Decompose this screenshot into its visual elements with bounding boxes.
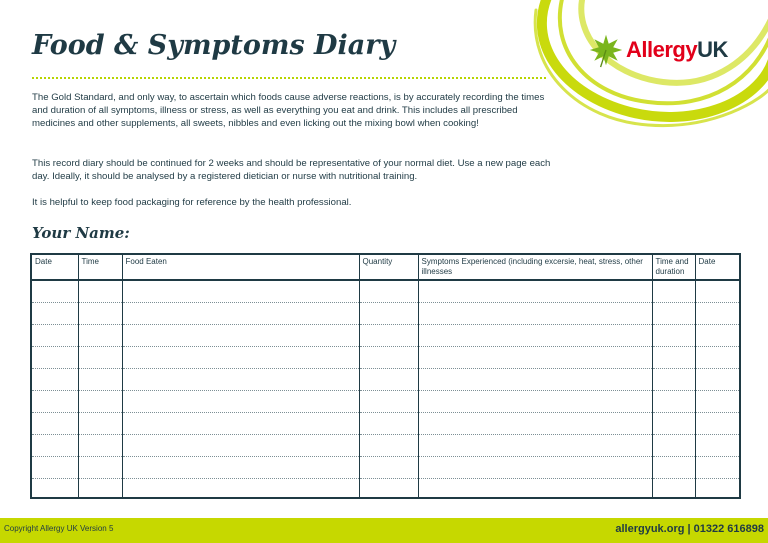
- table-cell[interactable]: [122, 434, 359, 456]
- table-cell[interactable]: [31, 412, 78, 434]
- column-header-time: Time: [78, 254, 122, 280]
- table-cell[interactable]: [695, 324, 740, 346]
- column-header-food-eaten: Food Eaten: [122, 254, 359, 280]
- table-cell[interactable]: [418, 324, 652, 346]
- copyright-text: Copyright Allergy UK Version 5: [4, 524, 114, 533]
- table-cell[interactable]: [78, 434, 122, 456]
- table-cell[interactable]: [122, 324, 359, 346]
- table-cell[interactable]: [418, 412, 652, 434]
- table-row: [31, 434, 740, 456]
- table-cell[interactable]: [31, 478, 78, 498]
- table-row: [31, 412, 740, 434]
- table-cell[interactable]: [359, 346, 418, 368]
- table-cell[interactable]: [652, 434, 695, 456]
- table-cell[interactable]: [418, 390, 652, 412]
- table-cell[interactable]: [652, 346, 695, 368]
- title-divider: [32, 77, 546, 79]
- column-header-quantity: Quantity: [359, 254, 418, 280]
- table-cell[interactable]: [78, 412, 122, 434]
- table-cell[interactable]: [695, 456, 740, 478]
- table-cell[interactable]: [652, 412, 695, 434]
- table-cell[interactable]: [652, 456, 695, 478]
- table-cell[interactable]: [695, 412, 740, 434]
- table-cell[interactable]: [31, 346, 78, 368]
- table-cell[interactable]: [359, 434, 418, 456]
- table-cell[interactable]: [695, 302, 740, 324]
- table-cell[interactable]: [652, 280, 695, 302]
- table-row: [31, 346, 740, 368]
- intro-paragraph-2: This record diary should be continued for 2 weeks and should be representative of your normal diet. Use a new page each day. Ideally, it should be analysed by a registered dietician or nurse with nutritional training.: [32, 158, 551, 182]
- table-cell[interactable]: [418, 456, 652, 478]
- table-cell[interactable]: [31, 434, 78, 456]
- table-cell[interactable]: [652, 478, 695, 498]
- table-cell[interactable]: [652, 368, 695, 390]
- table-cell[interactable]: [418, 346, 652, 368]
- table-cell[interactable]: [78, 478, 122, 498]
- table-cell[interactable]: [78, 368, 122, 390]
- table-cell[interactable]: [418, 434, 652, 456]
- table-cell[interactable]: [359, 412, 418, 434]
- diary-table: [30, 253, 741, 499]
- table-cell[interactable]: [359, 302, 418, 324]
- table-cell[interactable]: [359, 456, 418, 478]
- table-cell[interactable]: [695, 434, 740, 456]
- table-cell[interactable]: [78, 324, 122, 346]
- table-cell[interactable]: [122, 390, 359, 412]
- table-cell[interactable]: [418, 280, 652, 302]
- table-cell[interactable]: [122, 478, 359, 498]
- leaf-icon: [588, 32, 624, 68]
- table-cell[interactable]: [359, 368, 418, 390]
- table-cell[interactable]: [78, 456, 122, 478]
- table-cell[interactable]: [78, 280, 122, 302]
- table-row: [31, 478, 740, 498]
- footer-bar: [0, 518, 768, 543]
- table-cell[interactable]: [695, 478, 740, 498]
- column-header-date-2: Date: [695, 254, 740, 280]
- intro-paragraph-3: It is helpful to keep food packaging for reference by the health professional.: [32, 197, 352, 208]
- table-cell[interactable]: [695, 390, 740, 412]
- table-cell[interactable]: [652, 302, 695, 324]
- table-cell[interactable]: [31, 456, 78, 478]
- table-cell[interactable]: [31, 324, 78, 346]
- table-cell[interactable]: [31, 390, 78, 412]
- table-row: [31, 390, 740, 412]
- table-cell[interactable]: [359, 390, 418, 412]
- table-cell[interactable]: [418, 368, 652, 390]
- table-cell[interactable]: [122, 280, 359, 302]
- table-cell[interactable]: [359, 478, 418, 498]
- table-cell[interactable]: [418, 302, 652, 324]
- allergyuk-logo: [588, 30, 728, 70]
- table-cell[interactable]: [31, 368, 78, 390]
- table-cell[interactable]: [652, 390, 695, 412]
- diary-rows: [31, 280, 740, 498]
- intro-paragraph-1: The Gold Standard, and only way, to ascertain which foods cause adverse reactions, is by accurately recording the times and duration of all symptoms, illness or stress, as well as everything you eat and drink. This includes all prescribed medicines and other supplements, all sweets, nibbles and even licking out the mixing bowl when cooking!: [32, 92, 545, 129]
- decorative-swirl: [528, 0, 768, 170]
- table-cell[interactable]: [122, 302, 359, 324]
- table-header-row: [31, 254, 740, 280]
- table-cell[interactable]: [78, 302, 122, 324]
- column-header-time-duration: Time and duration: [652, 254, 695, 280]
- your-name-label: Your Name:: [32, 224, 130, 242]
- table-cell[interactable]: [359, 324, 418, 346]
- table-cell[interactable]: [31, 302, 78, 324]
- table-cell[interactable]: [695, 368, 740, 390]
- table-row: [31, 456, 740, 478]
- table-cell[interactable]: [695, 280, 740, 302]
- contact-text: allergyuk.org | 01322 616898: [615, 523, 764, 535]
- page-title: Food & Symptoms Diary: [32, 30, 396, 61]
- table-cell[interactable]: [78, 346, 122, 368]
- table-row: [31, 324, 740, 346]
- table-cell[interactable]: [122, 412, 359, 434]
- table-cell[interactable]: [122, 368, 359, 390]
- brand-name: AllergyUK: [626, 37, 728, 62]
- table-cell[interactable]: [418, 478, 652, 498]
- table-row: [31, 280, 740, 302]
- table-row: [31, 368, 740, 390]
- table-cell[interactable]: [78, 390, 122, 412]
- table-cell[interactable]: [122, 346, 359, 368]
- column-header-symptoms: Symptoms Experienced (including excersie, heat, stress, other illnesses: [418, 254, 652, 280]
- table-cell[interactable]: [652, 324, 695, 346]
- table-cell[interactable]: [31, 280, 78, 302]
- table-row: [31, 302, 740, 324]
- column-header-date: Date: [31, 254, 78, 280]
- table-cell[interactable]: [359, 280, 418, 302]
- table-cell[interactable]: [122, 456, 359, 478]
- table-cell[interactable]: [695, 346, 740, 368]
